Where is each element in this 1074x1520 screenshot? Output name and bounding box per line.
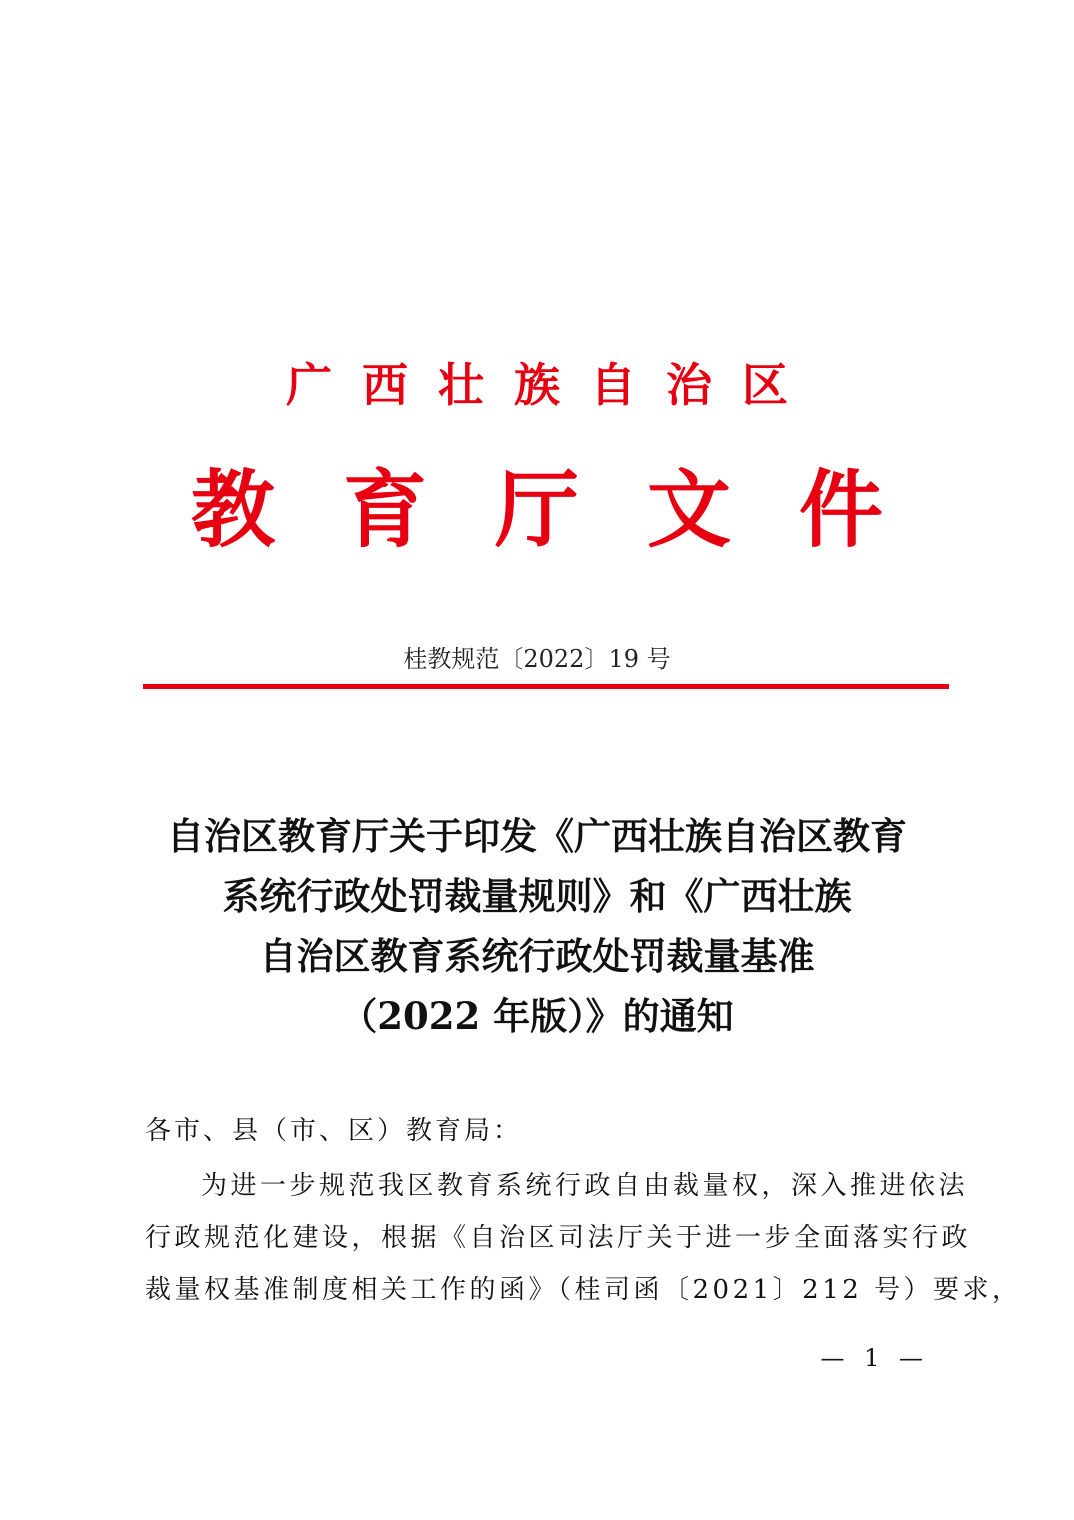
salutation: 各市、县（市、区）教育局： xyxy=(145,1116,523,1146)
issuer-office-heading: 教育厅文件 xyxy=(190,460,951,559)
page-number: — 1 — xyxy=(820,1344,929,1372)
document-title xyxy=(100,806,974,1046)
body-line: 行政规范化建设，根据《自治区司法厅关于进一步全面落实行政 xyxy=(145,1223,972,1253)
title-line: 自治区教育系统行政处罚裁量基准 xyxy=(259,934,815,978)
issuer-region-heading: 广西壮族自治区 xyxy=(286,358,818,412)
title-line: 自治区教育厅关于印发《广西壮族自治区教育 xyxy=(167,814,907,858)
title-line: （2022 年版）》的通知 xyxy=(340,994,734,1038)
body-paragraph xyxy=(145,1160,1022,1316)
red-separator-line xyxy=(143,684,949,689)
body-line: 为进一步规范我区教育系统行政自由裁量权，深入推进依法 xyxy=(201,1171,969,1201)
body-line: 裁量权基准制度相关工作的函》（桂司函〔2021〕212 号）要求， xyxy=(145,1275,1022,1305)
document-number: 桂教规范〔2022〕19 号 xyxy=(403,645,671,673)
title-line: 系统行政处罚裁量规则》和《广西壮族 xyxy=(222,874,852,918)
